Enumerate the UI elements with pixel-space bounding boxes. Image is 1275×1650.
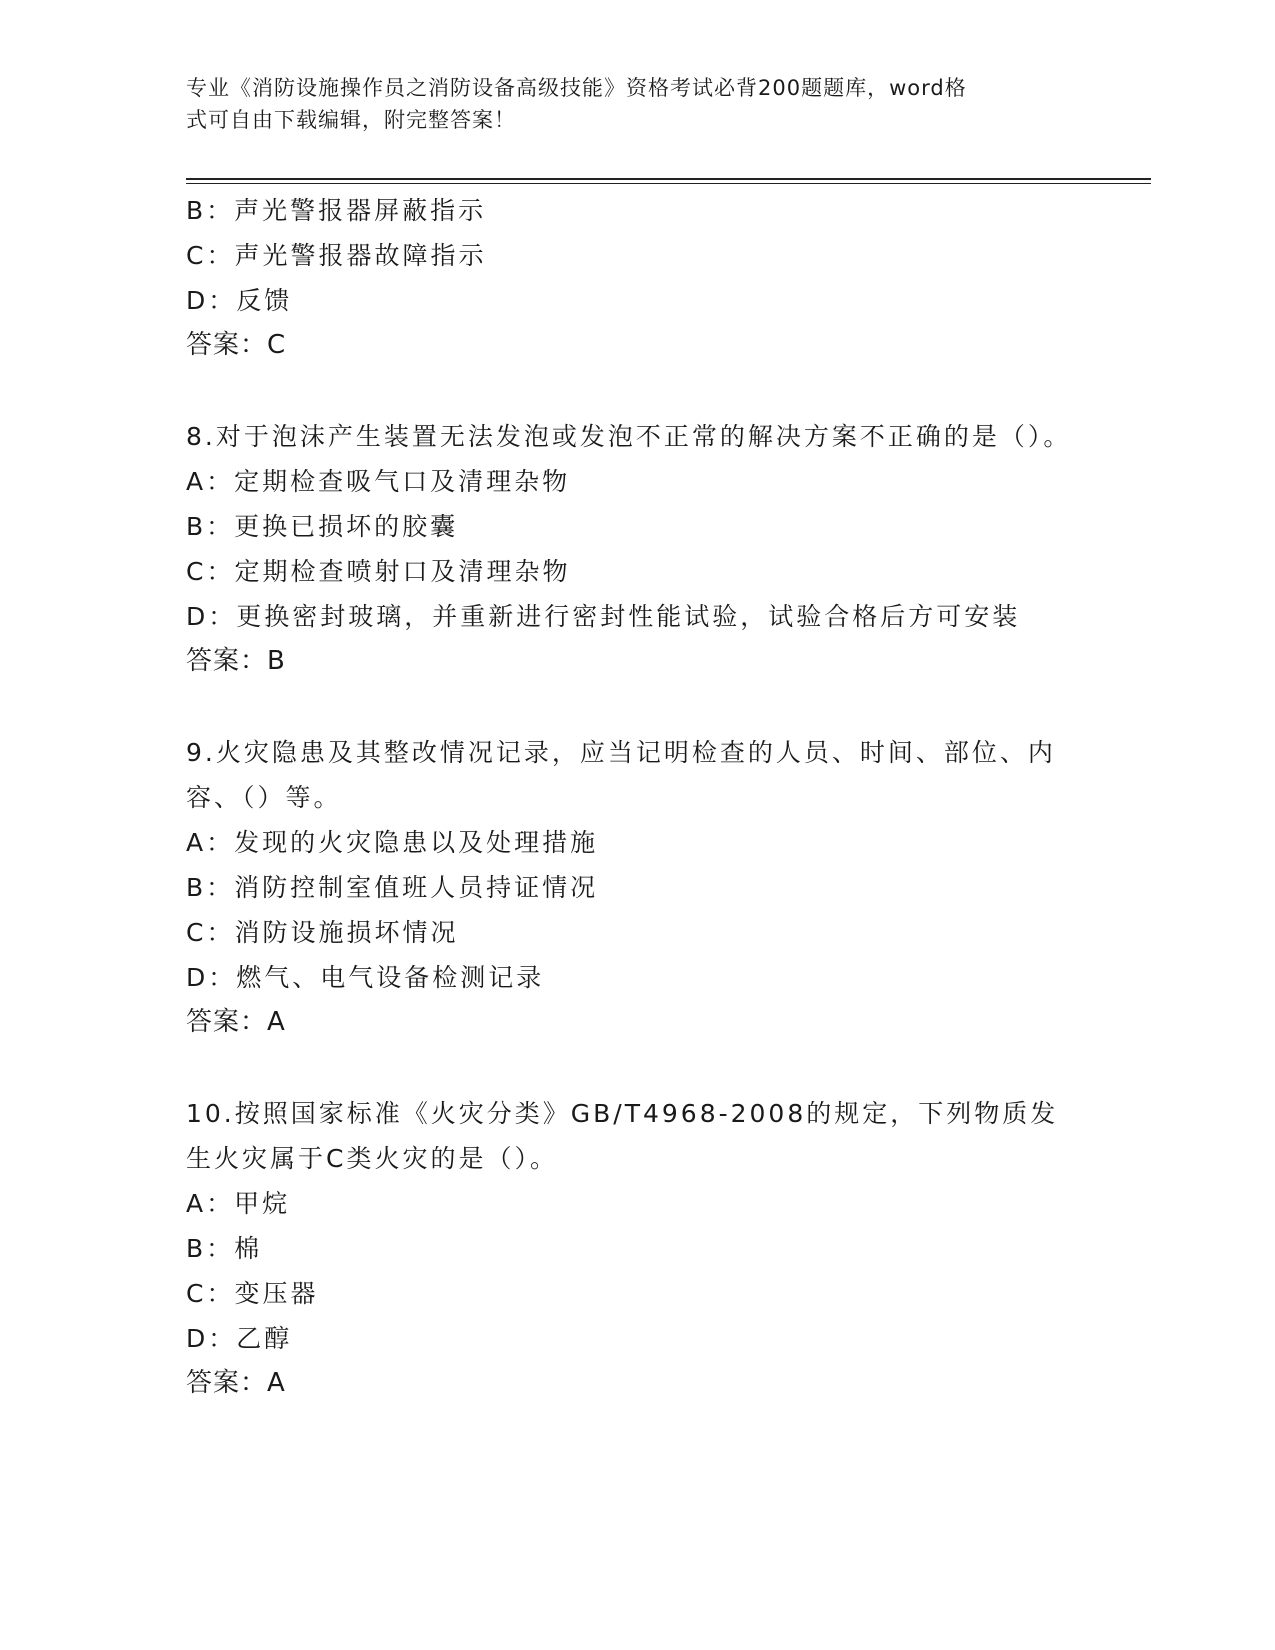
option-d: D：乙醇 (186, 1324, 293, 1353)
option-d: D：更换密封玻璃，并重新进行密封性能试验，试验合格后方可安装 (186, 602, 1021, 631)
answer-line: 答案：C (186, 330, 287, 360)
question-10 (186, 1091, 1076, 1406)
answer-line: 答案：A (186, 1007, 286, 1037)
previous-question-tail (186, 188, 1076, 368)
option-a: A：定期检查吸气口及清理杂物 (186, 467, 571, 496)
header-rule-thin (186, 183, 1151, 184)
header-rule-thick (186, 178, 1151, 180)
question-stem: 9.火灾隐患及其整改情况记录，应当记明检查的人员、时间、部位、内容、（）等。 (186, 738, 1056, 812)
question-8 (186, 414, 1076, 684)
option-a: A：发现的火灾隐患以及处理措施 (186, 828, 599, 857)
option-d: D：燃气、电气设备检测记录 (186, 963, 545, 992)
option-b: B：棉 (186, 1234, 263, 1263)
option-b: B：更换已损坏的胶囊 (186, 512, 459, 541)
question-stem: 8.对于泡沫产生装置无法发泡或发泡不正常的解决方案不正确的是（）。 (186, 422, 1072, 451)
answer-line: 答案：A (186, 1368, 286, 1398)
option-c: C：消防设施损坏情况 (186, 918, 459, 947)
spacer (186, 368, 1076, 414)
question-stem: 10.按照国家标准《火灾分类》GB/T4968-2008的规定，下列物质发生火灾属于C类火灾的是（）。 (186, 1099, 1059, 1173)
option-c: C：变压器 (186, 1279, 319, 1308)
header-line-1: 专业《消防设施操作员之消防设备高级技能》资格考试必背200题题库，word格 (186, 76, 967, 100)
spacer (186, 1045, 1076, 1091)
question-list (186, 188, 1076, 1406)
document-header (186, 72, 1086, 136)
option-a: A：甲烷 (186, 1189, 291, 1218)
option-c: C：声光警报器故障指示 (186, 241, 487, 270)
answer-line: 答案：B (186, 646, 286, 676)
header-line-2: 式可自由下载编辑，附完整答案！ (186, 108, 516, 132)
option-c: C：定期检查喷射口及清理杂物 (186, 557, 571, 586)
spacer (186, 684, 1076, 730)
question-9 (186, 730, 1076, 1045)
option-d: D：反馈 (186, 286, 293, 315)
option-b: B：消防控制室值班人员持证情况 (186, 873, 599, 902)
option-b: B：声光警报器屏蔽指示 (186, 196, 487, 225)
